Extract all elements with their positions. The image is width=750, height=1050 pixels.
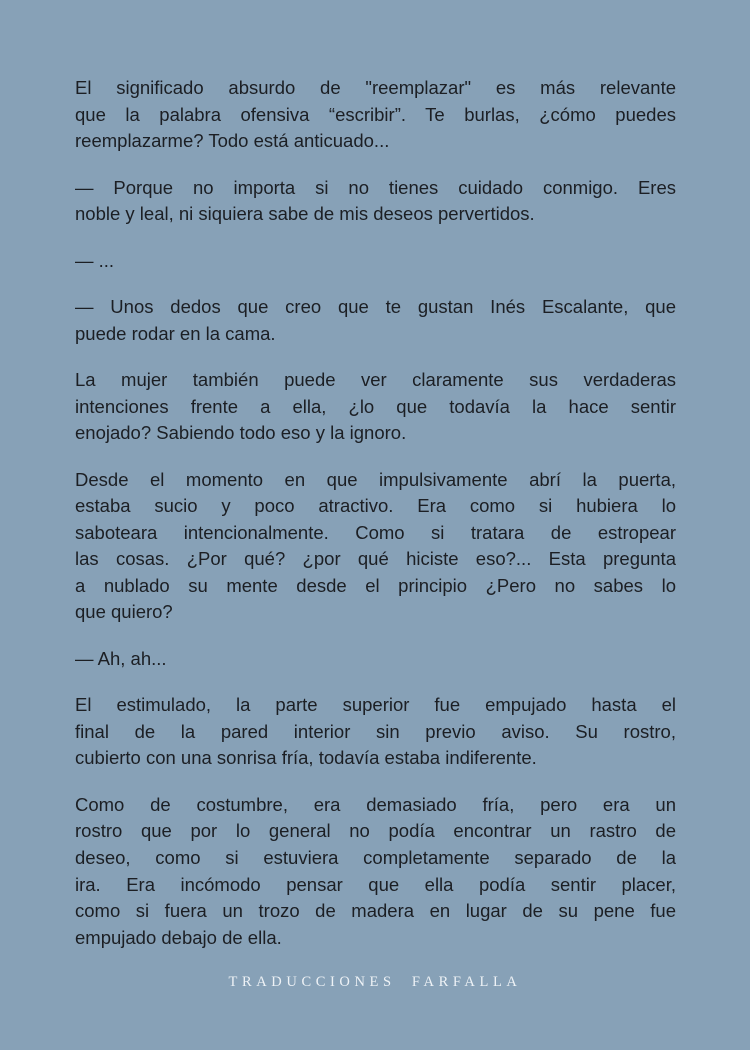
text-line: ira. Era incómodo pensar que ella podía sentir placer,: [75, 873, 676, 895]
paragraph: [75, 175, 676, 228]
text-line: — Ah, ah...: [75, 647, 167, 669]
text-line: enojado? Sabiendo todo eso y la ignoro.: [75, 422, 407, 444]
text-line: El significado absurdo de "reemplazar" es más relevante: [75, 77, 676, 98]
text-line: — Unos dedos que creo que te gustan Inés Escalante, que: [75, 295, 676, 317]
text-line: que la palabra ofensiva “escribir”. Te burlas, ¿cómo puedes: [75, 103, 676, 125]
paragraph: [75, 248, 676, 275]
text-line: — Porque no importa si no tienes cuidado conmigo. Eres: [75, 176, 676, 198]
text-line: que quiero?: [75, 601, 173, 623]
text-line: cubierto con una sonrisa fría, todavía estaba indiferente.: [75, 747, 537, 769]
text-line: El estimulado, la parte superior fue empujado hasta el: [75, 694, 676, 716]
text-line: estaba sucio y poco atractivo. Era como si hubiera lo: [75, 495, 676, 517]
paragraph: [75, 294, 676, 347]
paragraph: [75, 692, 676, 772]
paragraph: [75, 792, 676, 952]
body-text: [75, 75, 676, 971]
text-line: como si fuera un trozo de madera en lugar de su pene fue: [75, 900, 676, 922]
text-line: empujado debajo de ella.: [75, 926, 282, 948]
text-line: reemplazarme? Todo está anticuado...: [75, 130, 390, 152]
paragraph: [75, 367, 676, 447]
text-line: final de la pared interior sin previo aviso. Su rostro,: [75, 720, 676, 742]
text-line: — ...: [75, 249, 115, 271]
text-line: noble y leal, ni siquiera sabe de mis deseos pervertidos.: [75, 203, 535, 225]
text-line: las cosas. ¿Por qué? ¿por qué hiciste eso?... Esta pregunta: [75, 548, 676, 570]
paragraph: [75, 75, 676, 155]
text-line: Desde el momento en que impulsivamente abrí la puerta,: [75, 468, 676, 490]
text-line: deseo, como si estuviera completamente separado de la: [75, 847, 676, 869]
text-line: puede rodar en la cama.: [75, 322, 276, 344]
text-line: a nublado su mente desde el principio ¿Pero no sabes lo: [75, 574, 676, 596]
text-line: Como de costumbre, era demasiado fría, pero era un: [75, 793, 676, 815]
text-line: La mujer también puede ver claramente sus verdaderas: [75, 368, 676, 390]
paragraph: [75, 467, 676, 627]
paragraph: [75, 646, 676, 673]
text-line: rostro que por lo general no podía encontrar un rastro de: [75, 820, 676, 842]
text-line: intenciones frente a ella, ¿lo que todavía la hace sentir: [75, 395, 676, 417]
text-line: saboteara intencionalmente. Como si tratara de estropear: [75, 521, 676, 543]
publisher-footer: TRADUCCIONES FARFALLA: [228, 974, 522, 990]
